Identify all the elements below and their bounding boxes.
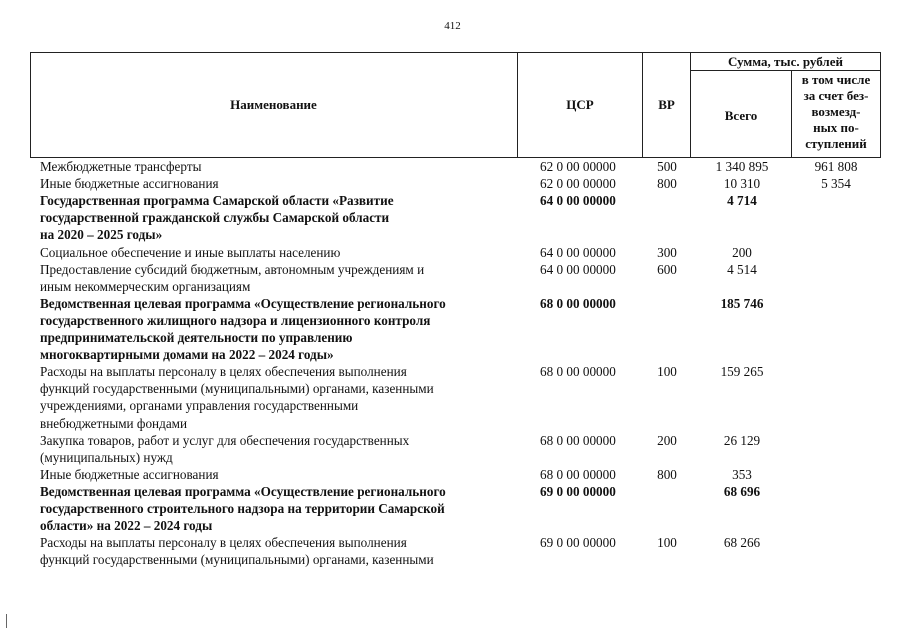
- row-name-line: Социальное обеспечение и иные выплаты населению: [40, 244, 341, 260]
- row-total: 4 514: [727, 261, 757, 277]
- row-vr: 800: [657, 176, 677, 192]
- row-name-line: государственного жилищного надзора и лицензионного контроля: [40, 312, 431, 328]
- row-total: 4 714: [727, 193, 757, 209]
- row-csr: 62 0 00 00000: [540, 176, 616, 192]
- row-csr: 69 0 00 00000: [540, 483, 616, 499]
- row-name-line: внебюджетными фондами: [40, 415, 188, 431]
- row-total: 68 266: [723, 535, 761, 551]
- header-amount-group: Сумма, тыс. рублей: [728, 54, 843, 69]
- row-name-line: области» на 2022 – 2024 годы: [40, 518, 213, 534]
- divider-sum-group: [690, 70, 881, 71]
- row-total: 200: [732, 244, 752, 260]
- row-total: 159 265: [720, 364, 764, 380]
- row-name-line: предпринимательской деятельности по управлению: [40, 330, 353, 345]
- header-name: Наименование: [230, 97, 317, 112]
- row-name-line: Расходы на выплаты персоналу в целях обеспечения выполнения: [40, 364, 407, 380]
- row-name-line: Закупка товаров, работ и услуг для обеспечения государственных: [40, 432, 410, 448]
- row-csr: 68 0 00 00000: [540, 432, 616, 448]
- row-name-line: Ведомственная целевая программа «Осуществление регионального: [40, 483, 446, 499]
- row-name-line: функций государственными (муниципальными) органами, казенными: [40, 552, 434, 568]
- row-total: 1 340 895: [715, 159, 769, 174]
- row-vr: 200: [657, 432, 677, 448]
- row-name-line: государственной гражданской службы Самарской области: [40, 210, 390, 226]
- row-name-line: государственного строительного надзора на территории Самарской: [40, 501, 445, 516]
- header-right-border: [880, 52, 881, 158]
- header-vr: ВР: [658, 97, 675, 112]
- row-total: 353: [732, 466, 752, 482]
- row-csr: 68 0 00 00000: [540, 364, 616, 380]
- row-name-line: Предоставление субсидий бюджетным, автономным учреждениям и: [40, 261, 425, 277]
- row-name-line: (муниципальных) нужд: [40, 449, 173, 465]
- row-vr: 500: [657, 159, 677, 174]
- row-csr: 64 0 00 00000: [540, 244, 616, 260]
- row-name-line: функций государственными (муниципальными) органами, казенными: [40, 381, 434, 397]
- table-header: [30, 52, 881, 158]
- row-csr: 69 0 00 00000: [540, 535, 616, 551]
- row-vr: 300: [657, 244, 677, 260]
- row-name-line: иным некоммерческим организациям: [40, 278, 251, 294]
- header-total: Всего: [724, 108, 758, 123]
- margin-tick: [6, 614, 7, 628]
- row-name-line: на 2020 – 2025 годы»: [40, 227, 163, 243]
- row-csr: 68 0 00 00000: [540, 466, 616, 482]
- row-name-line: учреждениями, органами управления государственными: [40, 398, 359, 414]
- header-including: [792, 72, 880, 152]
- row-total: 185 746: [720, 295, 764, 311]
- row-total: 68 696: [723, 483, 761, 499]
- page-number: 412: [444, 20, 461, 32]
- row-csr: 68 0 00 00000: [540, 295, 616, 311]
- header-including-line: ных по-: [813, 120, 859, 135]
- row-name-line: Иные бюджетные ассигнования: [40, 176, 219, 192]
- row-name-line: Иные бюджетные ассигнования: [40, 466, 219, 482]
- row-vr: 100: [657, 364, 677, 380]
- row-vr: 600: [657, 261, 677, 277]
- row-csr: 62 0 00 00000: [540, 159, 616, 174]
- row-csr: 64 0 00 00000: [540, 261, 616, 277]
- row-including: 961 808: [814, 159, 858, 174]
- row-name-line: Расходы на выплаты персоналу в целях обеспечения выполнения: [40, 535, 407, 551]
- header-including-line: возмезд-: [811, 104, 861, 119]
- row-name-line: Государственная программа Самарской области «Развитие: [40, 193, 394, 209]
- header-including-line: за счет без-: [803, 88, 869, 103]
- row-total: 26 129: [723, 432, 761, 448]
- row-name-line: Межбюджетные трансферты: [40, 159, 202, 174]
- row-vr: 100: [657, 535, 677, 551]
- header-csr: ЦСР: [566, 97, 594, 112]
- row-total: 10 310: [723, 176, 761, 192]
- row-including: 5 354: [821, 176, 851, 192]
- header-including-line: в том числе: [801, 72, 871, 87]
- row-name-line: Ведомственная целевая программа «Осуществление регионального: [40, 295, 446, 311]
- header-top-border: [30, 52, 881, 53]
- row-vr: 800: [657, 466, 677, 482]
- row-name-line: многоквартирными домами на 2022 – 2024 годы»: [40, 347, 334, 363]
- header-including-line: ступлений: [805, 136, 867, 151]
- row-csr: 64 0 00 00000: [540, 193, 616, 209]
